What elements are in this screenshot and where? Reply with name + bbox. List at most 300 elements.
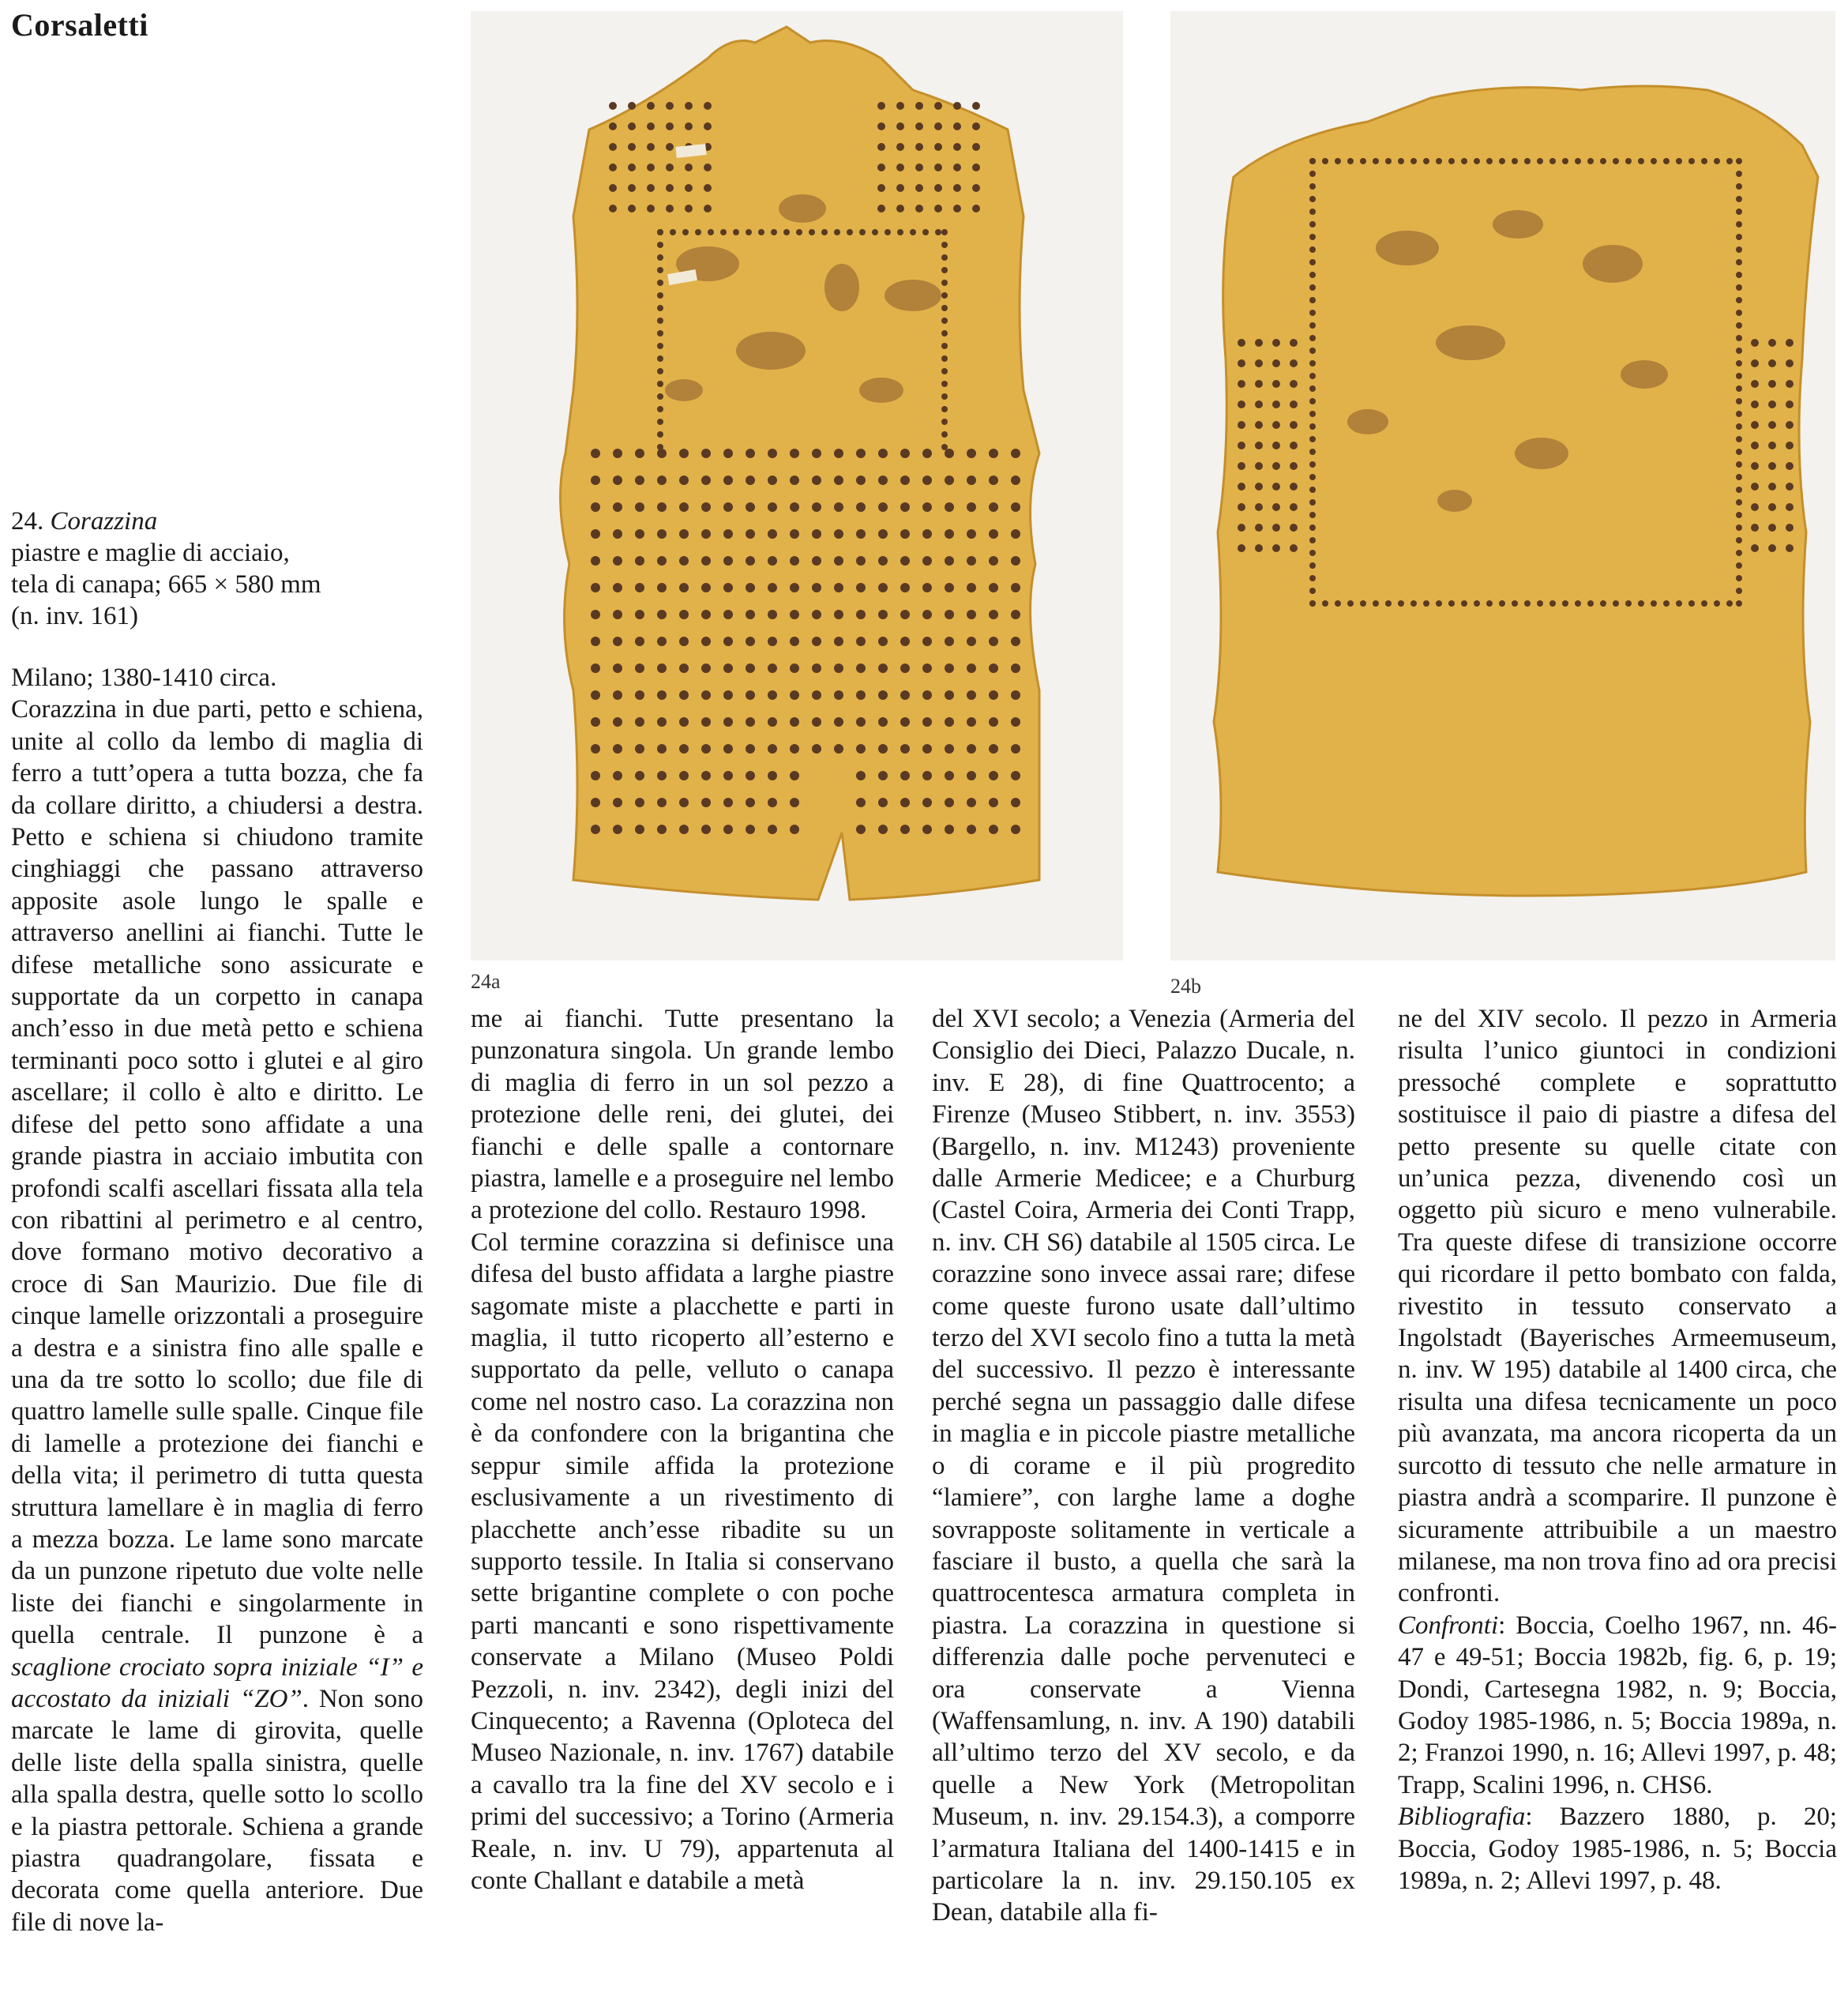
rivet: [1736, 246, 1742, 253]
rivet: [657, 292, 663, 299]
plate-24b-photo: [1170, 11, 1835, 961]
rivet: [1309, 524, 1316, 531]
rivet: [812, 502, 821, 512]
rivet: [701, 529, 711, 539]
rivet: [657, 393, 663, 400]
rivet: [613, 449, 622, 458]
rivet: [1011, 744, 1020, 754]
rivet: [613, 798, 622, 807]
rivet: [701, 690, 711, 700]
rivet: [1290, 483, 1298, 491]
rivet: [1309, 158, 1316, 164]
rivet: [1436, 600, 1442, 607]
rivet: [1486, 600, 1493, 607]
rivet: [1011, 825, 1020, 834]
rivet: [834, 690, 843, 700]
rivet: [900, 529, 910, 539]
rivet: [701, 610, 711, 619]
rivet: [701, 502, 711, 512]
rivet: [1322, 600, 1328, 607]
rivet: [613, 771, 622, 780]
rivet: [878, 637, 888, 646]
rivet: [657, 825, 667, 834]
rivet: [812, 529, 821, 539]
rivet: [1751, 339, 1759, 347]
rivet: [1638, 600, 1644, 607]
stain: [1515, 438, 1568, 469]
bibliography-label: Bibliografia: [1398, 1803, 1526, 1832]
rivet: [935, 229, 941, 235]
rivet: [915, 184, 923, 192]
rivet: [941, 292, 948, 299]
rivet: [746, 556, 755, 566]
rivet: [1309, 246, 1316, 253]
rivet: [834, 476, 843, 485]
rivet: [790, 529, 799, 539]
caption-title-line: [11, 506, 422, 537]
rivet: [953, 143, 961, 151]
rivet: [1736, 259, 1742, 265]
rivet: [768, 771, 777, 780]
rivet: [704, 122, 712, 130]
rivet: [704, 164, 712, 171]
rivet: [1575, 600, 1581, 607]
commentary-paragraph: Col termine corazzina si definisce una difesa del busto affidata a larghe piastre sagomate miste a placchette e parti in maglia, il tutto ricoperto all’esterno e supportato da pelle, velluto o canapa come nel nostro caso. La corazzina non è da confondere con la brigantina che seppur simile affida la protezione esclusivamente a un rivestimento di placchette anch’esse ribadite su un supporto tessile. In Italia si conservano sette brigantine complete o con poche parti mancanti e sono rispettivamente conservate a Milano (Museo Poldi Pezzoli, n. inv. 2342), degli inizi del Cinquecento; a Ravenna (Oploteca del Museo Nazionale, n. inv. 1767) databile a cavallo tra la fine del XV secolo e i primi del successivo; a Torino (Armeria Reale, n. inv. U 79), appartenuta al conte Challant e databile a metà: [471, 1227, 894, 1895]
rivet: [1011, 502, 1020, 512]
rivet: [1335, 158, 1341, 164]
rivet: [1309, 284, 1316, 291]
rivet: [900, 502, 910, 512]
page-title: Corsaletti: [11, 7, 148, 43]
rivet: [679, 610, 689, 619]
rivet: [635, 476, 644, 485]
rivet: [790, 771, 799, 780]
corazzina-back-image: [1170, 11, 1835, 961]
rivet: [941, 431, 948, 438]
rivet: [1512, 158, 1518, 164]
rivet: [1410, 600, 1417, 607]
rivet: [922, 664, 932, 673]
rivet: [1322, 158, 1328, 164]
rivet: [746, 610, 755, 619]
rivet: [609, 122, 617, 130]
rivet: [723, 449, 733, 458]
rivet: [746, 798, 755, 807]
rivet: [591, 825, 600, 834]
rivet: [679, 529, 689, 539]
rivet: [1238, 400, 1245, 408]
rivet: [1736, 183, 1742, 190]
rivet: [657, 556, 667, 566]
rivet: [941, 305, 948, 311]
rivet: [679, 449, 689, 458]
rivet: [856, 583, 866, 592]
rivet: [723, 664, 733, 673]
rivet: [1309, 221, 1316, 227]
rivet: [1461, 600, 1467, 607]
rivet: [856, 529, 866, 539]
rivet: [1625, 600, 1632, 607]
rivet: [1272, 359, 1280, 367]
rivet: [1255, 339, 1263, 347]
rivet: [967, 771, 976, 780]
rivet: [746, 449, 755, 458]
rivet: [1309, 512, 1316, 518]
rivet: [1290, 339, 1298, 347]
rivet: [1309, 398, 1316, 404]
rivet: [1309, 335, 1316, 341]
rivet: [896, 164, 904, 171]
rivet: [758, 229, 764, 235]
rivet: [685, 205, 693, 212]
rivet: [609, 164, 617, 171]
rivet: [1736, 209, 1742, 215]
rivet: [708, 229, 714, 235]
rivet: [1736, 562, 1742, 569]
rivet: [1272, 339, 1280, 347]
rivet: [1255, 462, 1263, 470]
rivet: [635, 690, 644, 700]
rivet: [657, 444, 663, 450]
rivet: [915, 164, 923, 171]
rivet: [812, 744, 821, 754]
rivet: [1309, 588, 1316, 594]
rivet: [1255, 483, 1263, 491]
rivet: [953, 205, 961, 212]
rivet: [647, 205, 655, 212]
rivet: [1688, 158, 1695, 164]
rivet: [1272, 462, 1280, 470]
rivet: [967, 529, 976, 539]
rivet: [790, 502, 799, 512]
rivet: [809, 229, 815, 235]
stain: [1436, 325, 1505, 360]
rivet: [591, 717, 600, 727]
rivet: [934, 184, 942, 192]
rivet: [613, 583, 622, 592]
rivet: [1736, 310, 1742, 316]
rivet: [723, 825, 733, 834]
rivet: [1537, 158, 1543, 164]
rivet: [922, 476, 932, 485]
rivet: [591, 690, 600, 700]
rivet: [1736, 348, 1742, 354]
rivet: [941, 280, 948, 286]
rivet: [856, 476, 866, 485]
rivet: [657, 343, 663, 349]
rivet: [790, 583, 799, 592]
rivet: [953, 164, 961, 171]
rivet: [989, 690, 998, 700]
rivet: [1309, 234, 1316, 240]
rivet: [1676, 600, 1682, 607]
rivet: [1736, 512, 1742, 518]
rivet: [1751, 400, 1759, 408]
rivet: [657, 798, 667, 807]
rivet: [657, 476, 667, 485]
rivet: [834, 717, 843, 727]
rivet: [953, 122, 961, 130]
rivet: [1751, 524, 1759, 532]
comparisons-paragraph: [1398, 1610, 1837, 1801]
rivet: [877, 143, 885, 151]
rivet: [701, 556, 711, 566]
rivet: [768, 476, 777, 485]
rivet: [878, 583, 888, 592]
rivet: [834, 229, 840, 235]
rivet: [1736, 272, 1742, 278]
rivet: [1309, 322, 1316, 329]
rivet: [941, 406, 948, 412]
rivet: [1486, 158, 1493, 164]
rivet: [1309, 272, 1316, 278]
rivet: [768, 449, 777, 458]
rivet: [915, 205, 923, 212]
rivet: [1736, 423, 1742, 430]
stain: [665, 379, 703, 401]
rivet: [915, 102, 923, 110]
rivet: [1751, 380, 1759, 388]
rivet: [934, 164, 942, 171]
rivet: [647, 122, 655, 130]
rivet: [922, 556, 932, 566]
rivet: [679, 664, 689, 673]
rivet: [1714, 600, 1720, 607]
rivet: [1736, 436, 1742, 442]
rivet: [723, 798, 733, 807]
rivet: [1011, 449, 1020, 458]
rivet: [900, 717, 910, 727]
rivet: [1768, 524, 1776, 532]
rivet: [1736, 600, 1742, 607]
rivet: [834, 664, 843, 673]
rivet: [1736, 221, 1742, 227]
rivet: [941, 330, 948, 336]
rivet: [720, 229, 727, 235]
rivet: [834, 449, 843, 458]
rivet: [628, 205, 636, 212]
rivet: [1309, 499, 1316, 506]
description-text-b: . Non sono marcate le lame di girovita, quelle delle liste della spalla sinistra, quelle alla spalla destra, quelle sotto lo scollo e la piastra pettorale. Schiena a grande piastra quadrangolare, fissata e decorata come quella anteriore. Due file di nove la-: [11, 1685, 423, 1937]
rivet: [1726, 600, 1733, 607]
rivet: [972, 184, 980, 192]
rivet: [834, 556, 843, 566]
rivet: [1255, 400, 1263, 408]
stain: [1583, 245, 1643, 283]
rivet: [1625, 158, 1632, 164]
rivet: [1768, 400, 1776, 408]
rivet: [701, 771, 711, 780]
description-text-a: Corazzina in due parti, petto e schiena, unite al collo da lembo di maglia di ferro a tutt’opera a tutta bozza, che fa da collare diritto, a chiudersi a destra. Petto e schiena si chiudono tramite cinghiaggi che passano attraverso apposite asole lungo le spalle e attraverso anellini ai fianchi. Tutte le difese metalliche sono assicurate e supportate da un corpetto in canapa anch’esso in due metà petto e schiena terminanti poco sotto i glutei e al giro ascellare; il collo è alto e diritto. Le difese del petto sono affidate a una grande piastra in acciaio imbutita con profondi scalfi ascellari fissata alla tela con ribattini al perimetro e al centro, dove formano motivo decorativo a croce di San Maurizio. Due file di cinque lamelle orizzontali a proseguire a destra e a sinistra fino alle spalle e una da tre sotto lo scollo; due file di quattro lamelle sulle spalle. Cinque file di lamelle a protezione dei fianchi e della vita; il perimetro di tutta questa struttura lamellare è in maglia di ferro a mezza bozza. Le lame sono marcate da un punzone ripetuto due volte nelle liste dei fianchi e singolarmente in quella centrale. Il punzone è a: [11, 695, 423, 1650]
rivet: [1751, 462, 1759, 470]
rivet: [941, 267, 948, 273]
rivet: [1255, 544, 1263, 552]
rivet: [635, 637, 644, 646]
rivet: [1736, 360, 1742, 367]
rivet: [941, 254, 948, 261]
rivet: [657, 744, 667, 754]
rivet: [878, 556, 888, 566]
rivet: [896, 122, 904, 130]
rivet: [847, 229, 853, 235]
rivet: [941, 419, 948, 425]
rivet: [1238, 339, 1245, 347]
rivet: [701, 449, 711, 458]
garment-front-body: [561, 27, 1039, 900]
rivet: [628, 184, 636, 192]
rivet: [657, 529, 667, 539]
rivet: [1600, 600, 1606, 607]
rivet: [609, 143, 617, 151]
rivet: [856, 664, 866, 673]
rivet: [790, 798, 799, 807]
rivet: [856, 771, 866, 780]
rivet: [613, 502, 622, 512]
rivet: [679, 556, 689, 566]
rivet: [657, 717, 667, 727]
rivet: [679, 476, 689, 485]
rivet: [1768, 421, 1776, 429]
bibliography-text: : Bazzero 1880, p. 20; Boccia, Godoy 1985-1986, n. 5; Boccia 1989a, n. 2; Allevi 1997, p. 48.: [1398, 1803, 1837, 1895]
rivet: [1272, 442, 1280, 449]
rivet: [812, 690, 821, 700]
rivet: [635, 717, 644, 727]
rivet: [1768, 544, 1776, 552]
rivet: [1255, 503, 1263, 511]
rivet: [989, 798, 998, 807]
rivet: [613, 637, 622, 646]
rivet: [922, 690, 932, 700]
rivet: [1768, 483, 1776, 491]
rivet: [746, 664, 755, 673]
rivet: [989, 771, 998, 780]
rivet: [790, 744, 799, 754]
rivet: [1786, 462, 1794, 470]
rivet: [746, 717, 755, 727]
rivet: [1238, 421, 1245, 429]
rivet: [989, 825, 998, 834]
text-column-3: [932, 1003, 1355, 1929]
rivet: [701, 583, 711, 592]
rivet: [1736, 499, 1742, 506]
rivet: [723, 637, 733, 646]
rivet: [723, 476, 733, 485]
rivet: [1309, 310, 1316, 316]
rivet: [834, 637, 843, 646]
rivet: [1736, 297, 1742, 303]
rivet: [768, 637, 777, 646]
rivet: [1410, 158, 1417, 164]
rivet: [877, 184, 885, 192]
commentary-conclusion: ne del XIV secolo. Il pezzo in Armeria risulta l’unico giuntoci in condizioni pressoché complete e soprattutto sostituisce il paio di piastre a difesa del petto presente su quelle citate con un’unica pezza, divenendo così un oggetto più sicuro e meno vulnerabile. Tra queste difese di transizione occorre qui ricordare il petto bombato con falda, rivestito in tessuto conservato a Ingolstadt (Bayerisches Armeemuseum, n. inv. W 195) databile al 1400 circa, che risulta una difesa tecnicamente un poco più avanzata, ma ancora ricoperta da un surcotto di tessuto che nelle armature in piastra andrà a scomparire. Il punzone è sicuramente attribuibile a un maestro milanese, ma non trova fino ad ora precisi confronti.: [1398, 1005, 1837, 1608]
rivet: [856, 637, 866, 646]
rivet: [1786, 544, 1794, 552]
rivet: [591, 744, 600, 754]
rivet: [609, 102, 617, 110]
rivet: [1663, 158, 1670, 164]
rivet: [695, 229, 701, 235]
rivet: [1011, 664, 1020, 673]
rivet: [657, 330, 663, 336]
rivet: [723, 744, 733, 754]
rivet: [945, 690, 954, 700]
rivet: [679, 717, 689, 727]
rivet: [768, 744, 777, 754]
rivet: [1651, 158, 1657, 164]
rivet: [591, 664, 600, 673]
rivet: [635, 825, 644, 834]
rivet: [790, 449, 799, 458]
rivet: [679, 690, 689, 700]
rivet: [1011, 798, 1020, 807]
rivet: [1549, 600, 1556, 607]
rivet: [877, 122, 885, 130]
rivet: [1290, 503, 1298, 511]
rivet: [922, 798, 932, 807]
rivet: [945, 556, 954, 566]
rivet: [856, 690, 866, 700]
rivet: [723, 583, 733, 592]
rivet: [1290, 442, 1298, 449]
rivet: [1309, 600, 1316, 607]
rivet: [657, 242, 663, 248]
rivet: [746, 529, 755, 539]
rivet: [967, 717, 976, 727]
rivet: [922, 771, 932, 780]
rivet: [704, 102, 712, 110]
rivet: [666, 164, 674, 171]
rivet: [953, 102, 961, 110]
rivet: [878, 798, 888, 807]
rivet: [1736, 322, 1742, 329]
rivet: [941, 393, 948, 400]
rivet: [657, 355, 663, 362]
rivet: [878, 771, 888, 780]
rivet: [1290, 524, 1298, 532]
rivet: [1701, 158, 1707, 164]
rivet: [685, 122, 693, 130]
rivet: [1676, 158, 1682, 164]
rivet: [967, 744, 976, 754]
rivet: [878, 664, 888, 673]
rivet: [821, 229, 828, 235]
rivet: [989, 556, 998, 566]
rivet: [967, 476, 976, 485]
rivet: [941, 444, 948, 450]
rivet: [922, 637, 932, 646]
rivet: [666, 122, 674, 130]
rivet: [1373, 158, 1379, 164]
rivet: [657, 664, 667, 673]
rivet: [635, 610, 644, 619]
rivet: [657, 690, 667, 700]
rivet: [856, 825, 866, 834]
rivet: [723, 610, 733, 619]
rivet: [1309, 171, 1316, 177]
rivet: [1751, 483, 1759, 491]
rivet: [900, 476, 910, 485]
rivet: [967, 664, 976, 673]
rivet: [1347, 158, 1354, 164]
rivet: [1587, 158, 1594, 164]
rivet: [666, 184, 674, 192]
rivet: [1272, 483, 1280, 491]
rivet: [934, 122, 942, 130]
rivet: [1309, 411, 1316, 417]
rivet: [856, 744, 866, 754]
rivet: [657, 254, 663, 261]
rivet: [922, 610, 932, 619]
